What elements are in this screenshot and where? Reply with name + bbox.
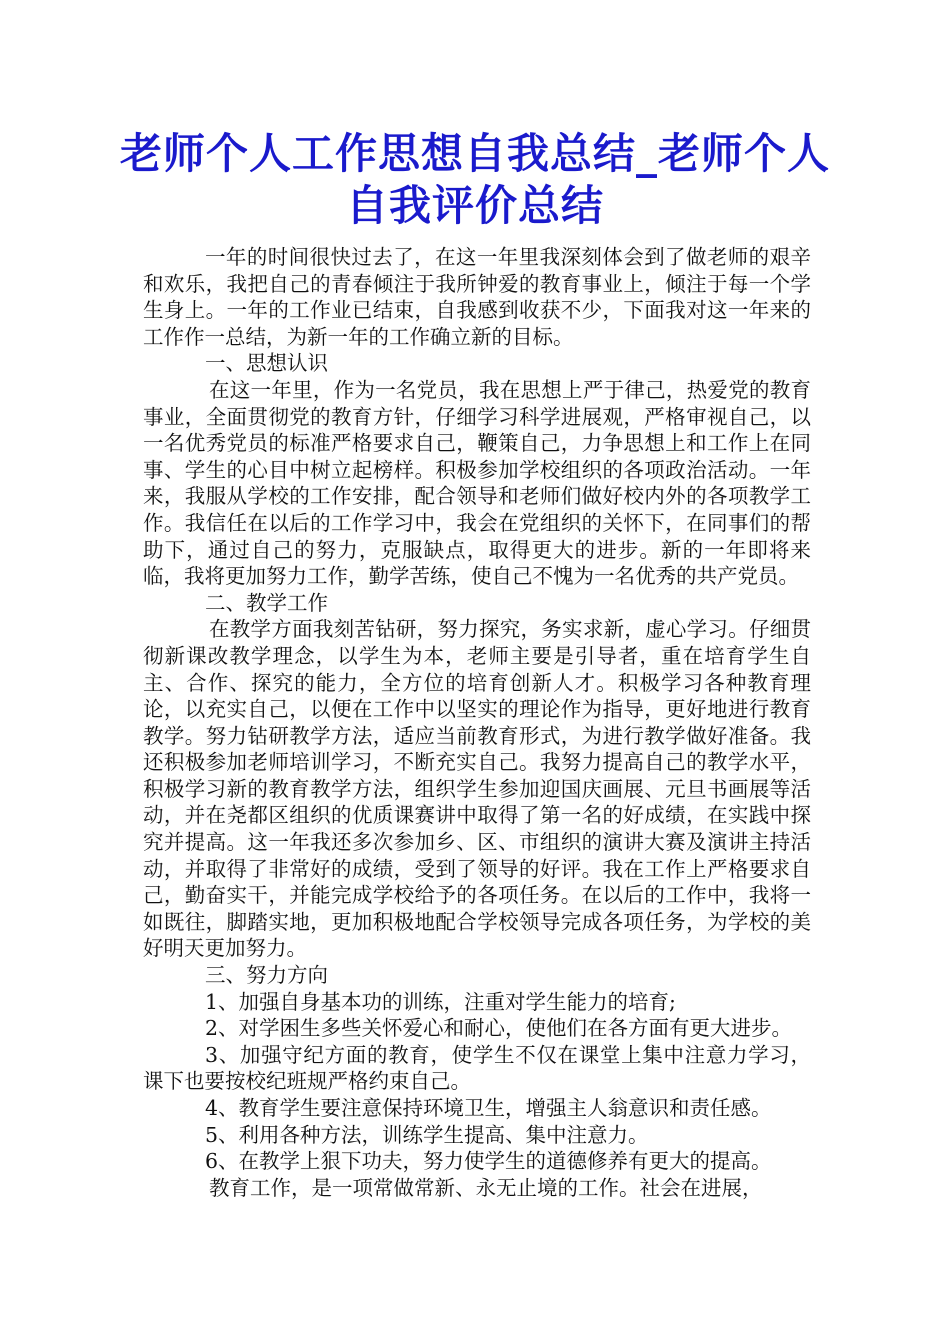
- section-heading-teaching: 二、教学工作: [205, 590, 328, 615]
- list-item: 1、加强自身基本功的训练，注重对学生能力的培育;: [205, 989, 676, 1014]
- list-item: 2、对学困生多些关怀爱心和耐心，使他们在各方面有更大进步。: [205, 1016, 793, 1041]
- list-item: 4、教育学生要注意保持环境卫生，增强主人翁意识和责任感。: [205, 1096, 772, 1120]
- section-heading-direction: 三、努力方向: [205, 963, 328, 988]
- document-title: 老师个人工作思想自我总结_老师个人自我评价总结: [120, 129, 831, 230]
- list-item: 6、在教学上狠下功夫，努力使学生的道德修养有更大的提高。: [205, 1149, 772, 1174]
- section-heading-ideology: 一、思想认识: [205, 351, 328, 376]
- document-body: [143, 244, 811, 1201]
- list-item: 3、加强守纪方面的教育，使学生不仅在课堂上集中注意力学习，课下也要按校纪班规严格约束自己。: [143, 1042, 811, 1094]
- ideology-paragraph: 在这一年里，作为一名党员，我在思想上严于律己，热爱党的教育事业，全面贯彻党的教育方针，仔细学习科学进展观，严格审视自己，以一名优秀党员的标准严格要求自己，鞭策自己，力争思想上和工作上在同事、学生的心目中树立起榜样。积极参加学校组织的各项政治活动。一年来，我服从学校的工作安排，配合领导和老师们做好校内外的各项教学工作。我信任在以后的工作学习中，我会在党组织的关怀下，在同事们的帮助下，通过自己的努力，克服缺点，取得更大的进步。新的一年即将来临，我将更加努力工作，勤学苦练，使自己不愧为一名优秀的共产党员。: [143, 377, 811, 589]
- intro-paragraph: 一年的时间很快过去了，在这一年里我深刻体会到了做老师的艰辛和欢乐，我把自己的青春倾注于我所钟爱的教育事业上，倾注于每一个学生身上。一年的工作业已结束，自我感到收获不少，下面我对这一年来的工作作一总结，为新一年的工作确立新的目标。: [143, 245, 811, 349]
- closing-paragraph: 教育工作，是一项常做常新、永无止境的工作。社会在进展，: [209, 1175, 763, 1200]
- list-item: 5、利用各种方法，训练学生提高、集中注意力。: [205, 1122, 649, 1147]
- teaching-paragraph: 在教学方面我刻苦钻研，努力探究，务实求新，虚心学习。仔细贯彻新课改教学理念，以学生为本，老师主要是引导者，重在培育学生自主、合作、探究的能力，全方位的培育创新人才。积极学习各种教育理论，以充实自己，以便在工作中以坚实的理论作为指导，更好地进行教育教学。努力钻研教学方法，适应当前教育形式，为进行教学做好准备。我还积极参加老师培训学习，不断充实自己。我努力提高自己的教学水平，积极学习新的教育教学方法，组织学生参加迎国庆画展、元旦书画展等活动，并在尧都区组织的优质课赛讲中取得了第一名的好成绩，在实践中探究并提高。这一年我还多次参加乡、区、市组织的演讲大赛及演讲主持活动，并取得了非常好的成绩，受到了领导的好评。我在工作上严格要求自己，勤奋实干，并能完成学校给予的各项任务。在以后的工作中，我将一如既往，脚踏实地，更加积极地配合学校领导完成各项任务，为学校的美好明天更加努力。: [143, 617, 811, 961]
